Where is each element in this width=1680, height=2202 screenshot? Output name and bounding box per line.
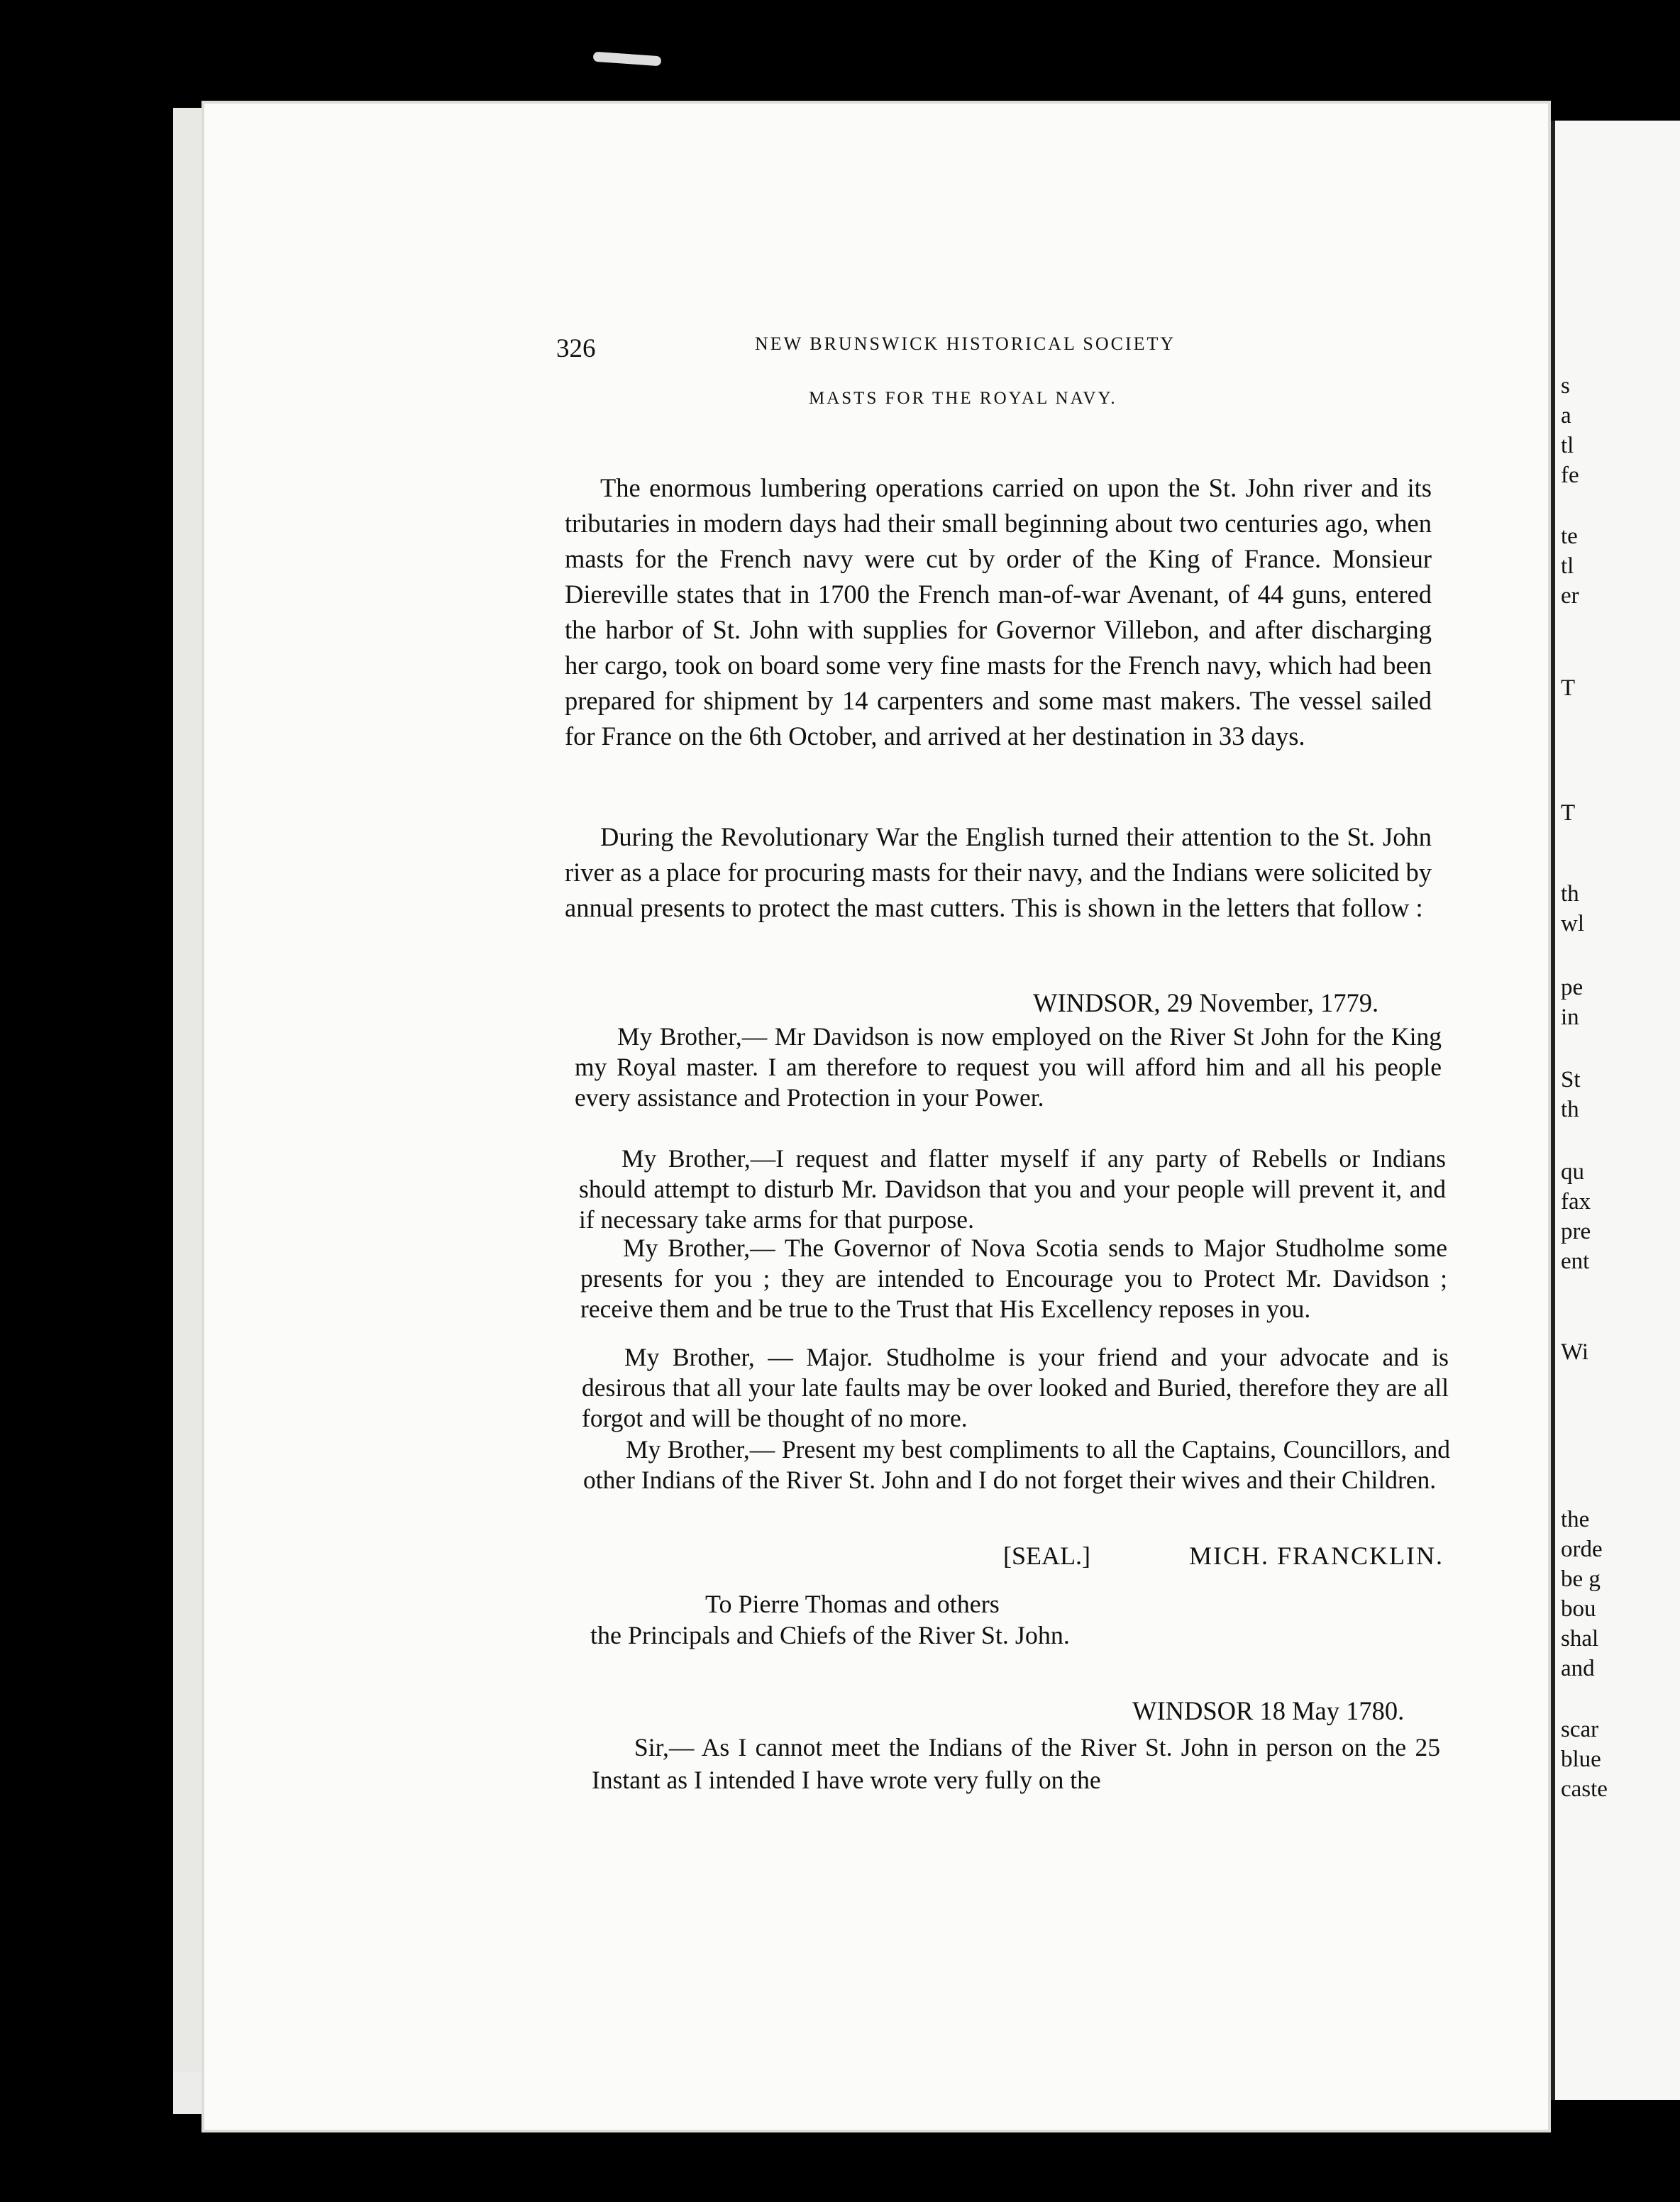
section-title: MASTS FOR THE ROYAL NAVY. — [809, 389, 1117, 408]
facing-fragment: and — [1561, 1656, 1595, 1681]
facing-fragment: the — [1561, 1507, 1590, 1532]
page-header — [556, 333, 1479, 366]
address-line: To Pierre Thomas and others — [705, 1590, 1000, 1618]
facing-page — [1551, 121, 1680, 2100]
seal-mark: [SEAL.] — [1003, 1542, 1090, 1570]
facing-fragment: pre — [1561, 1219, 1591, 1244]
facing-fragment: blue — [1561, 1747, 1601, 1772]
letter-paragraph: My Brother,— The Governor of Nova Scotia sends to Major Studholme some presents for you ; they are intended to Encourage you to Protect Mr. Davidson ; receive them and be true to the Trust that His Excellency reposes in you. — [580, 1234, 1447, 1323]
facing-fragment: scar — [1561, 1717, 1599, 1742]
facing-fragment: fax — [1561, 1189, 1591, 1215]
facing-fragment: pe — [1561, 975, 1584, 1000]
facing-fragment: th — [1561, 1097, 1579, 1122]
facing-fragment: T — [1561, 800, 1576, 826]
body-paragraph: The enormous lumbering operations carried on upon the St. John river and its tributaries in modern days had their small beginning about two centuries ago, when masts for the French navy were cut by order of the King of France. Monsieur Diereville states that in 1700 the French man-of-war Avenant, of 44 guns, entered the harbor of St. John with supplies for Governor Villebon, and after discharging her cargo, took on board some very fine masts for the French navy, which had been prepared for shipment by 14 carpenters and some mast makers. The vessel sailed for France on the 6th October, and arrived at her destination in 33 days. — [565, 472, 1432, 751]
facing-fragment: in — [1561, 1005, 1579, 1030]
letter-paragraph: My Brother,— Mr Davidson is now employed on the River St John for the King my Royal master. I am therefore to request you will afford him and all his people every assistance and Protection in your Power. — [575, 1022, 1442, 1112]
facing-fragment: wl — [1561, 911, 1584, 936]
facing-fragment: te — [1561, 524, 1578, 549]
facing-fragment: caste — [1561, 1776, 1608, 1802]
facing-fragment: ent — [1561, 1249, 1590, 1274]
facing-fragment: tl — [1561, 553, 1574, 579]
page-edge — [173, 108, 204, 2080]
facing-fragment: qu — [1561, 1159, 1584, 1185]
facing-fragment: bou — [1561, 1596, 1596, 1622]
letter-paragraph: Sir,— As I cannot meet the Indians of the River St. John in person on the 25 Instant as I intended I have wrote very fully on the — [592, 1733, 1440, 1794]
facing-fragment: be g — [1561, 1566, 1601, 1592]
letter-dateline: WINDSOR 18 May 1780. — [1132, 1696, 1405, 1725]
facing-fragment: orde — [1561, 1537, 1603, 1562]
facing-fragment: shal — [1561, 1626, 1599, 1652]
facing-fragment: Wi — [1561, 1339, 1588, 1365]
running-head: NEW BRUNSWICK HISTORICAL SOCIETY — [755, 333, 1176, 354]
facing-fragment: St — [1561, 1067, 1581, 1092]
letter-paragraph: My Brother,— Present my best compliments to all the Captains, Councillors, and other Indians of the River St. John and I do not forget their wives and their Children. — [583, 1435, 1450, 1494]
facing-fragment: s — [1561, 373, 1570, 399]
facing-fragment: tl — [1561, 433, 1574, 458]
facing-fragment: er — [1561, 583, 1579, 609]
facing-fragment: T — [1561, 675, 1576, 701]
letter-paragraph: My Brother, — Major. Studholme is your friend and your advocate and is desirous that all your late faults may be over looked and Buried, therefore they are all forgot and will be thought of no more. — [582, 1343, 1449, 1432]
letter-dateline: WINDSOR, 29 November, 1779. — [1033, 988, 1379, 1017]
page-number: 326 — [556, 334, 596, 363]
signature: MICH. FRANCKLIN. — [1189, 1542, 1444, 1570]
thread-mark — [593, 52, 662, 67]
facing-fragment: a — [1561, 403, 1571, 428]
address-line: the Principals and Chiefs of the River St. John. — [590, 1621, 1070, 1649]
facing-fragment: th — [1561, 881, 1579, 907]
facing-fragment: fe — [1561, 463, 1579, 488]
body-paragraph: During the Revolutionary War the English turned their attention to the St. John river as a place for procuring masts for their navy, and the Indians were solicited by annual presents to protect the mast cutters. This is shown in the letters that follow : — [565, 821, 1432, 922]
letter-paragraph: My Brother,—I request and flatter myself if any party of Rebells or Indians should attempt to disturb Mr. Davidson that you and your people will prevent it, and if necessary take arms for that purpose. — [579, 1144, 1446, 1234]
